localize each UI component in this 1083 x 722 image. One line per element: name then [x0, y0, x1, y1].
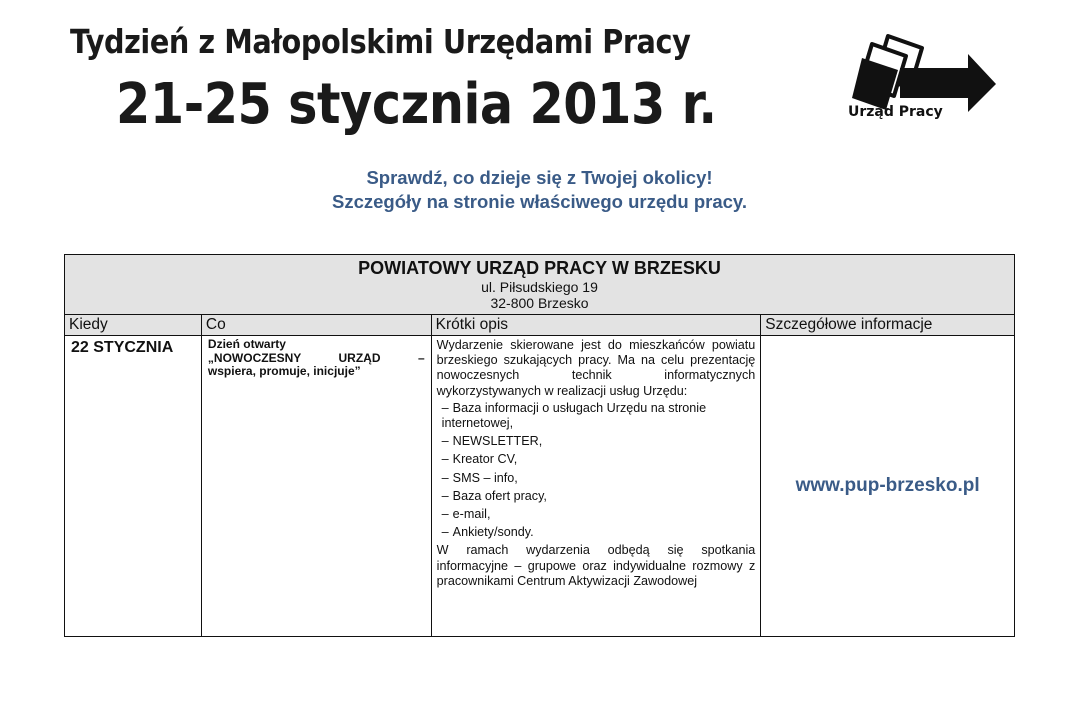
list-item: – NEWSLETTER, [441, 434, 543, 449]
column-header-description: Krótki opis [431, 315, 761, 336]
services-list [437, 401, 756, 541]
description-outro: W ramach wydarzenia odbędą się spotkania informacyjne – grupowe oraz indywidualne rozmowy z pracownikami Centrum Aktywizacji Zawodowej [436, 543, 756, 588]
office-header [65, 255, 1015, 315]
event-date: 22 STYCZNIA [65, 336, 202, 637]
table-row [65, 336, 1015, 637]
page-title: Tydzień z Małopolskimi Urzędami Pracy [70, 22, 691, 61]
office-city: 32-800 Brzesko [490, 295, 589, 311]
list-item: – e-mail, [441, 507, 491, 522]
events-table [64, 254, 1015, 637]
list-item: – SMS – info, [441, 470, 518, 485]
column-header-when: Kiedy [65, 315, 202, 336]
list-item: – Baza informacji o usługach Urzędu na stronie internetowej, [441, 400, 707, 431]
subtitle-check-area: Sprawdź, co dzieje się z Twojej okolicy! [366, 167, 713, 188]
event-title-line: „NOWOCZESNY URZĄD – [207, 350, 425, 365]
event-title-line: wspiera, promuje, inicjuje” [207, 364, 361, 378]
list-item: – Baza ofert pracy, [441, 488, 547, 503]
details-cell [761, 336, 1015, 637]
list-item: – Kreator CV, [441, 452, 518, 467]
subtitle-details: Szczegóły na stronie właściwego urzędu pracy. [331, 191, 747, 212]
event-title-line: Dzień otwarty [207, 337, 286, 351]
office-name: POWIATOWY URZĄD PRACY W BRZESKU [358, 258, 721, 278]
column-header-details: Szczegółowe informacje [761, 315, 1015, 336]
logo-text: Urząd Pracy [848, 104, 943, 120]
list-item: – Ankiety/sondy. [441, 525, 534, 540]
event-dates: 21-25 stycznia 2013 r. [116, 72, 717, 137]
event-description [431, 336, 761, 637]
office-street: ul. Piłsudskiego 19 [481, 279, 598, 295]
column-header-what: Co [201, 315, 431, 336]
description-intro: Wydarzenie skierowane jest do mieszkańców powiatu brzeskiego szukających pracy. Ma na celu prezentację nowoczesnych technik informatycznych wykorzystywanych w realizacji usług Urzędu: [436, 338, 756, 398]
event-title [201, 336, 431, 637]
website-link[interactable]: www.pup-brzesko.pl [795, 475, 980, 496]
